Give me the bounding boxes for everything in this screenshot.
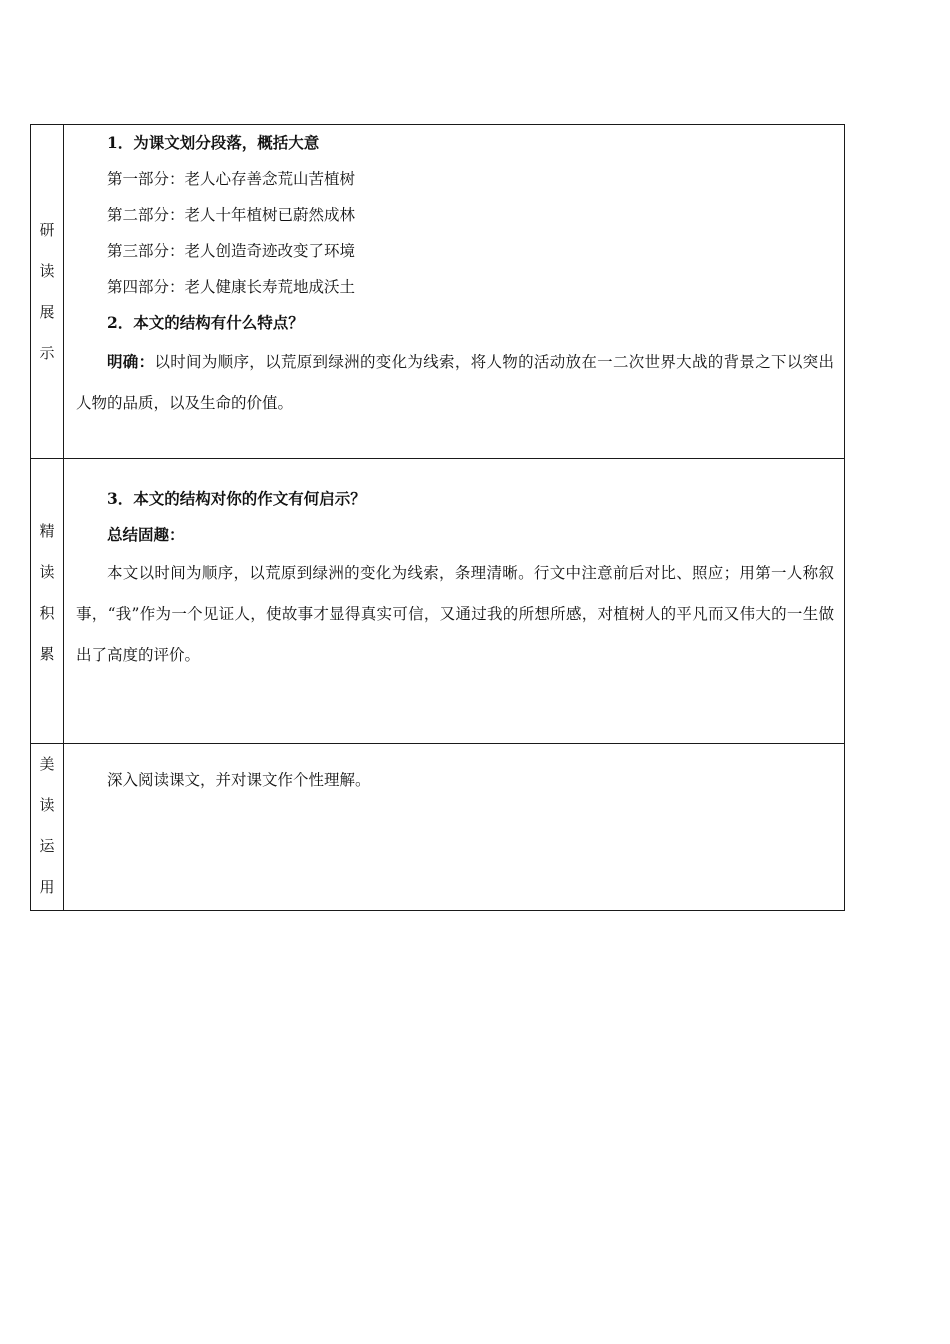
question-1: 1．为课文划分段落，概括大意 [107,133,320,152]
section-content [64,125,844,424]
section-content-cell [64,744,845,911]
label-char: 美 [39,755,55,773]
label-char: 用 [39,878,55,896]
summary-paragraph: 本文以时间为顺序，以荒原到绿洲的变化为线索，条理清晰。行文中注意前后对比、照应；用第一人称叙事，“我”作为一个见证人，使故事才显得真实可信，又通过我的所想所感，对植树人的平凡而又伟大的一生做出了高度的评价。 [76,564,834,664]
answer-text: 以时间为顺序，以荒原到绿洲的变化为线索，将人物的活动放在一二次世界大战的背景之下以突出人物的品质，以及生命的价值。 [76,353,834,412]
section-row-jingdu [31,459,845,744]
label-char: 研 [39,220,55,239]
lesson-table [30,124,845,911]
question-3: 3．本文的结构对你的作文有何启示？ [107,489,366,508]
section-label-cell [31,459,64,744]
section-content [64,459,844,676]
section-label [31,125,63,458]
part-4-summary: 第四部分：老人健康长寿荒地成沃土 [107,278,356,296]
label-char: 累 [39,645,55,663]
section-label [31,459,63,743]
summary-label: 总结固趣： [107,525,185,544]
section-content [64,744,844,798]
section-row-meidu [31,744,845,911]
section-content-cell [64,459,845,744]
answer-label: 明确： [107,352,155,371]
label-char: 读 [39,261,55,280]
label-char: 读 [39,563,55,581]
part-1-summary: 第一部分：老人心存善念荒山苦植树 [107,170,356,188]
label-char: 示 [39,343,55,362]
question-2: 2．本文的结构有什么特点？ [107,313,304,332]
label-char: 运 [39,837,55,855]
section-row-yandu [31,125,845,459]
section-label-cell [31,125,64,459]
section-label-cell [31,744,64,911]
label-char: 精 [39,522,55,540]
part-3-summary: 第三部分：老人创造奇迹改变了环境 [107,242,356,260]
section-content-cell [64,125,845,459]
section-label [31,744,63,910]
task-text: 深入阅读课文，并对课文作个性理解。 [107,771,371,789]
label-char: 读 [39,796,55,814]
answer-paragraph [76,341,834,424]
label-char: 展 [39,302,55,321]
part-2-summary: 第二部分：老人十年植树已蔚然成林 [107,206,356,224]
label-char: 积 [39,604,55,622]
